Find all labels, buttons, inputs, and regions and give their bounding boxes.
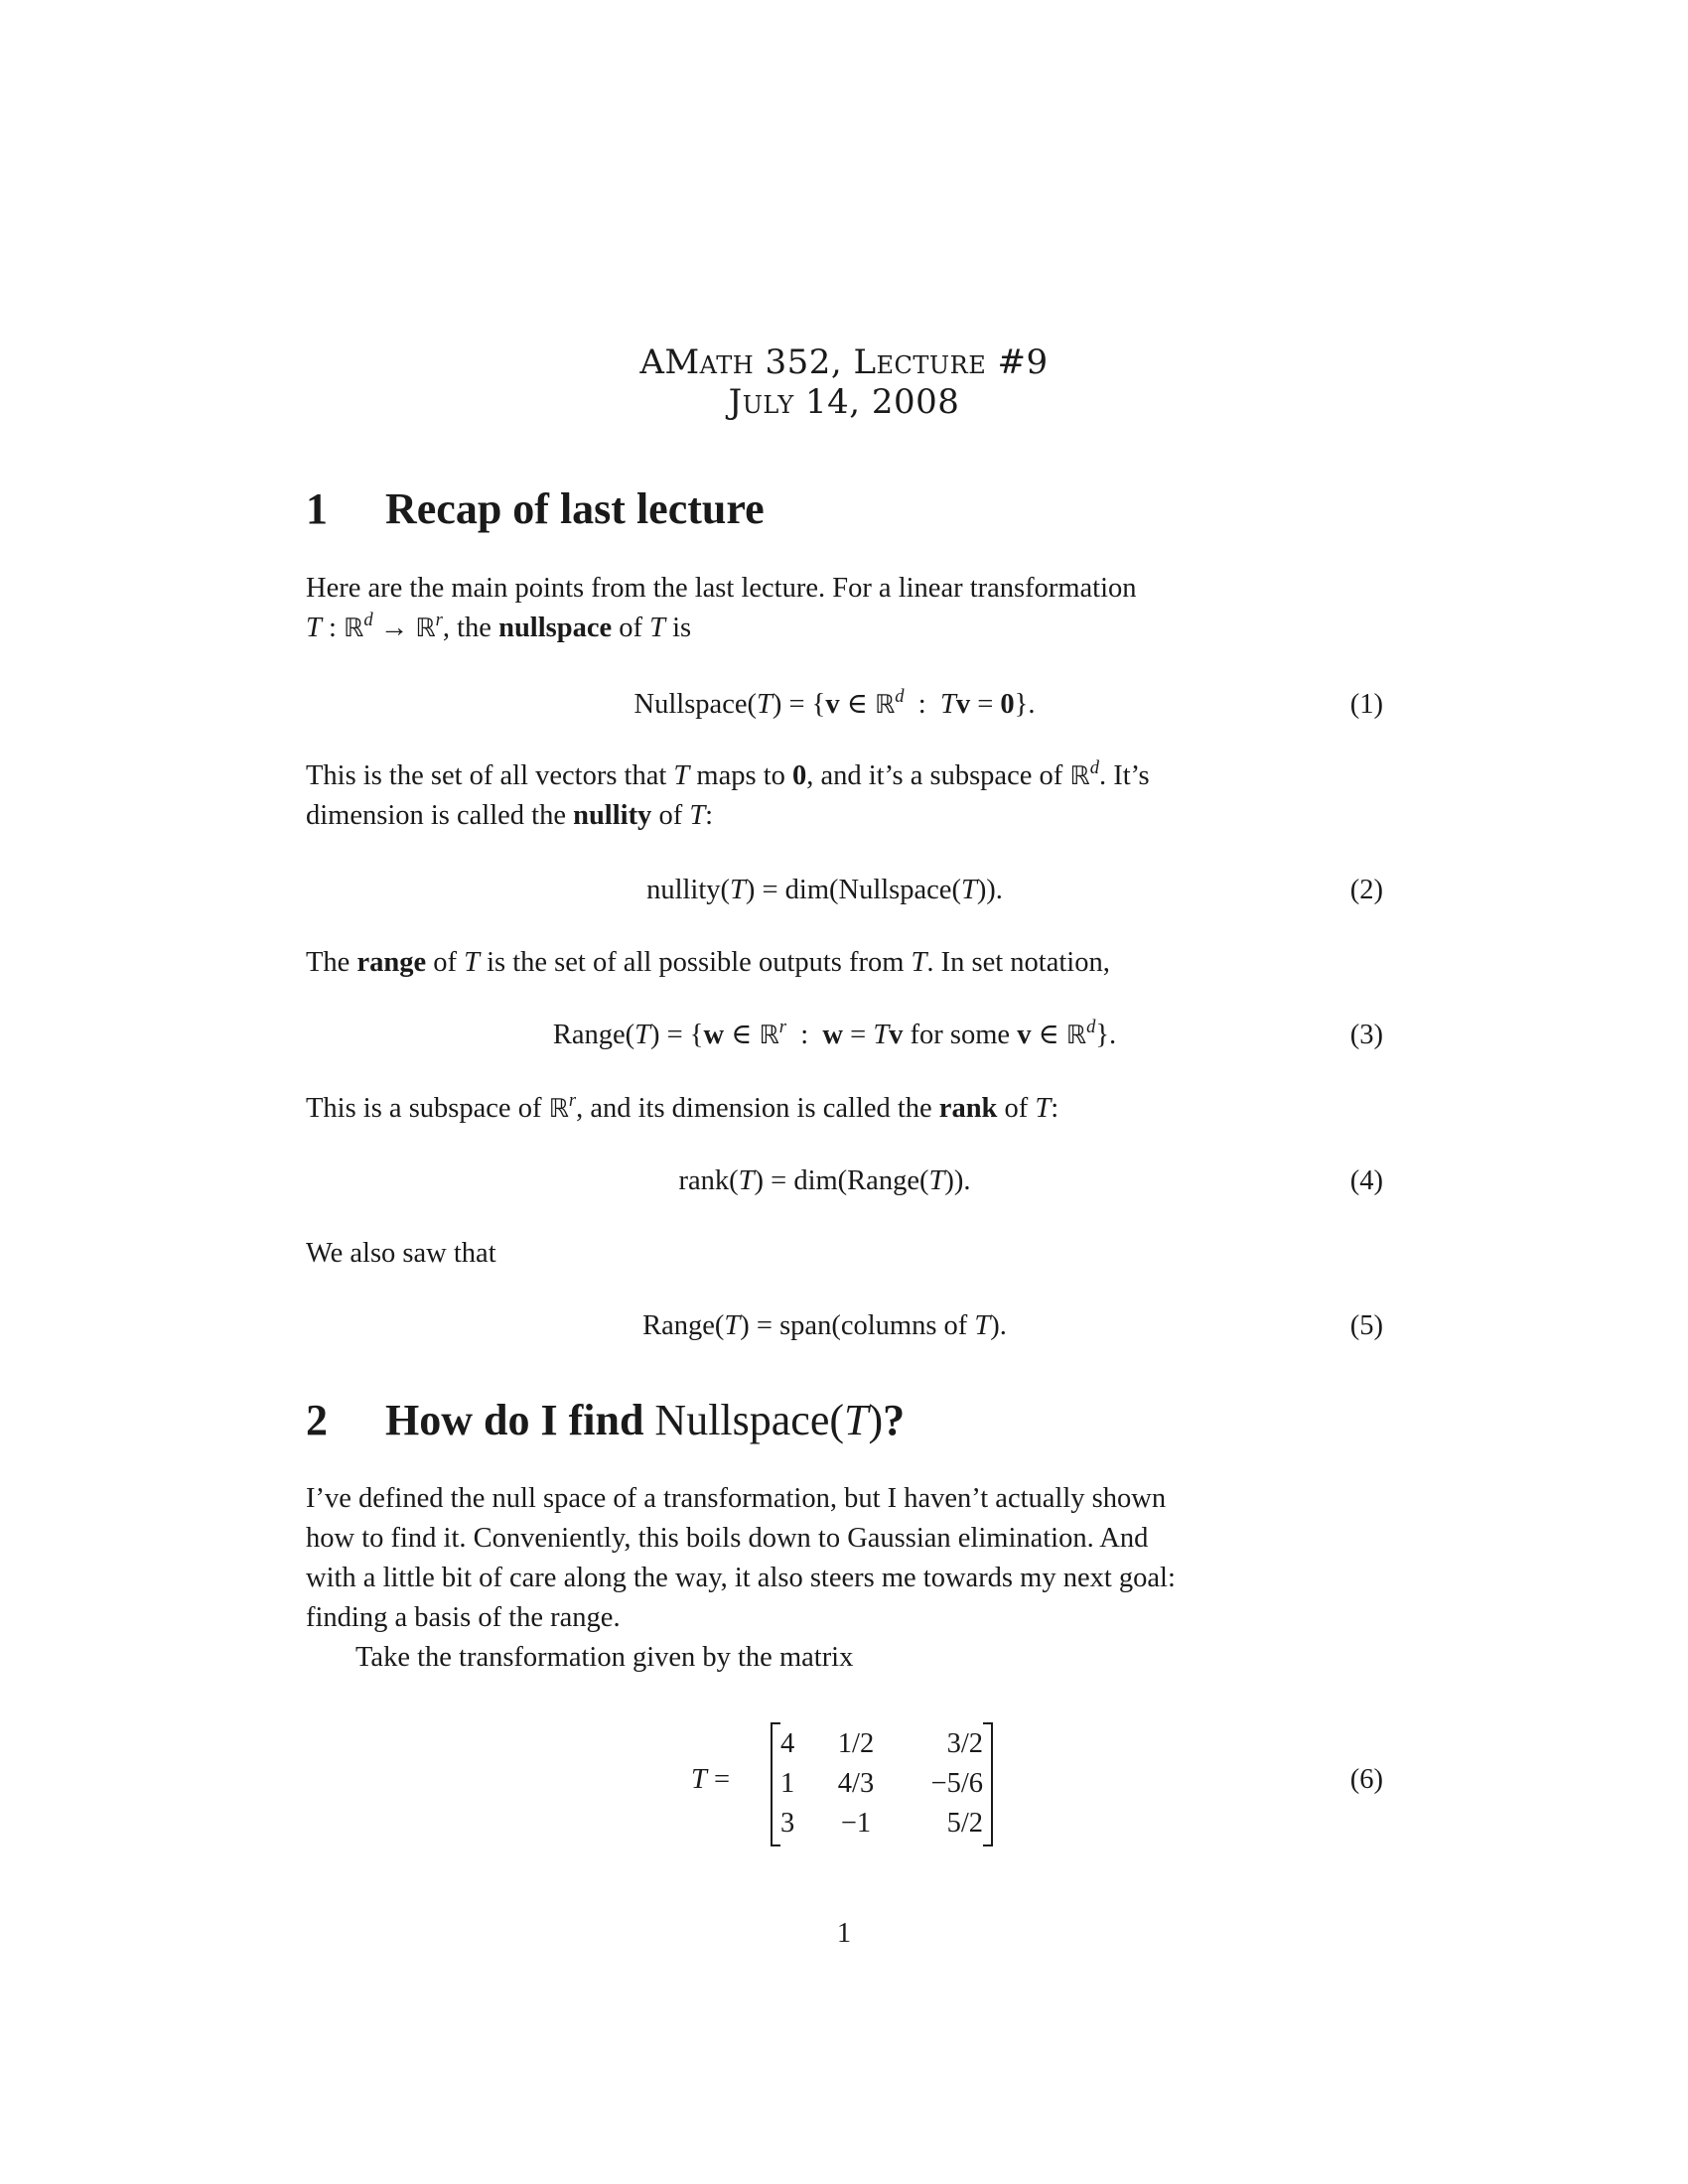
section-2-title: How do I find: [385, 1396, 655, 1444]
matrix-row: [780, 1804, 983, 1843]
equation-6-tag: (6): [1349, 1764, 1383, 1795]
section-2-number: 2: [306, 1396, 328, 1444]
equation-5: [306, 1306, 1383, 1346]
matrix-cell: 1: [780, 1768, 795, 1799]
section-1-number: 1: [306, 484, 328, 533]
matrix-cell: 4/3: [837, 1768, 875, 1799]
section-1-intro: [306, 569, 1383, 648]
matrix-cell: −1: [840, 1808, 872, 1839]
section-2-paragraph-2: Take the transformation given by the matrix: [355, 1642, 854, 1673]
equation-3-body: Range(T) = {w ∈ ℝ$^r$ : w = Tv for some v ∈ ℝ$^d$}.: [552, 1017, 1117, 1050]
term-nullity: nullity: [573, 800, 652, 831]
section-1-title: Recap of last lecture: [385, 484, 765, 533]
section-1-paragraph-2: [306, 756, 1383, 836]
term-nullspace: nullspace: [498, 613, 613, 643]
equation-4: [306, 1161, 1383, 1201]
section-1-heading: [306, 483, 765, 534]
title-course-line: AMath 352, Lecture #9: [639, 342, 1049, 382]
term-range: range: [356, 947, 427, 978]
matrix-cell: 3/2: [946, 1728, 983, 1759]
section-1-paragraph-3: The range of T is the set of all possible outputs from T. In set notation,: [306, 947, 1110, 978]
equation-1-body: Nullspace(T) = {v ∈ ℝ$^d$ : Tv = 0}.: [633, 686, 1036, 720]
equation-5-body: Range(T) = span(columns of T).: [642, 1310, 1007, 1341]
matrix-T: [771, 1722, 993, 1846]
matrix-cell: 5/2: [946, 1808, 983, 1839]
equation-2-body: nullity(T) = dim(Nullspace(T)).: [646, 875, 1003, 905]
term-rank: rank: [938, 1093, 998, 1124]
equation-1: [306, 685, 1383, 725]
matrix-row: [780, 1764, 983, 1804]
equation-4-body: rank(T) = dim(Range(T)).: [678, 1165, 971, 1196]
p2-line-2: dimension is called the nullity of T:: [306, 800, 714, 831]
section-2-heading: 2 How do I find Nullspace(T)?: [306, 1396, 906, 1444]
title-date-line: July 14, 2008: [728, 382, 960, 422]
matrix-entries: [780, 1724, 983, 1843]
equation-2-tag: (2): [1349, 875, 1383, 905]
equation-3-tag: (3): [1349, 1020, 1383, 1050]
matrix-cell: 1/2: [837, 1728, 875, 1759]
equation-3: [306, 1016, 1383, 1055]
matrix-row: [780, 1724, 983, 1764]
matrix-cell: 3: [780, 1808, 795, 1839]
intro-line-2: T : ℝ$^d$ → ℝ$^r$, the nullspace of T is: [306, 610, 692, 643]
section-2-paragraph-1: I’ve defined the null space of a transformation, but I haven’t actually shown how to find it. Conveniently, this boils down to Gaussian elimination. And with a little bit of care along the way, it also steers me towards my next goal: finding a basis of the range. Take the transformation given by the matrix: [306, 1479, 1383, 1678]
equation-2: [306, 871, 1383, 910]
equation-4-tag: (4): [1349, 1165, 1383, 1196]
matrix-cell: 4: [780, 1728, 795, 1759]
section-1-paragraph-4: This is a subspace of ℝ$^r$, and its dimension is called the rank of T:: [306, 1090, 1059, 1124]
lecture-title: [0, 342, 1688, 422]
p2-line-1: This is the set of all vectors that T maps to 0, and it’s a subspace of ℝ$^d$. It’s: [306, 757, 1150, 791]
equation-5-tag: (5): [1349, 1310, 1383, 1341]
section-2-title-math: Nullspace(T): [654, 1396, 884, 1444]
section-1-paragraph-5: We also saw that: [306, 1238, 496, 1269]
equation-6: [306, 1722, 1383, 1851]
page-number: 1: [836, 1918, 852, 1949]
intro-line-1: Here are the main points from the last lecture. For a linear transformation: [306, 573, 1137, 604]
matrix-cell: −5/6: [930, 1768, 983, 1799]
matrix-lhs: T =: [691, 1764, 731, 1795]
equation-1-tag: (1): [1349, 689, 1383, 720]
